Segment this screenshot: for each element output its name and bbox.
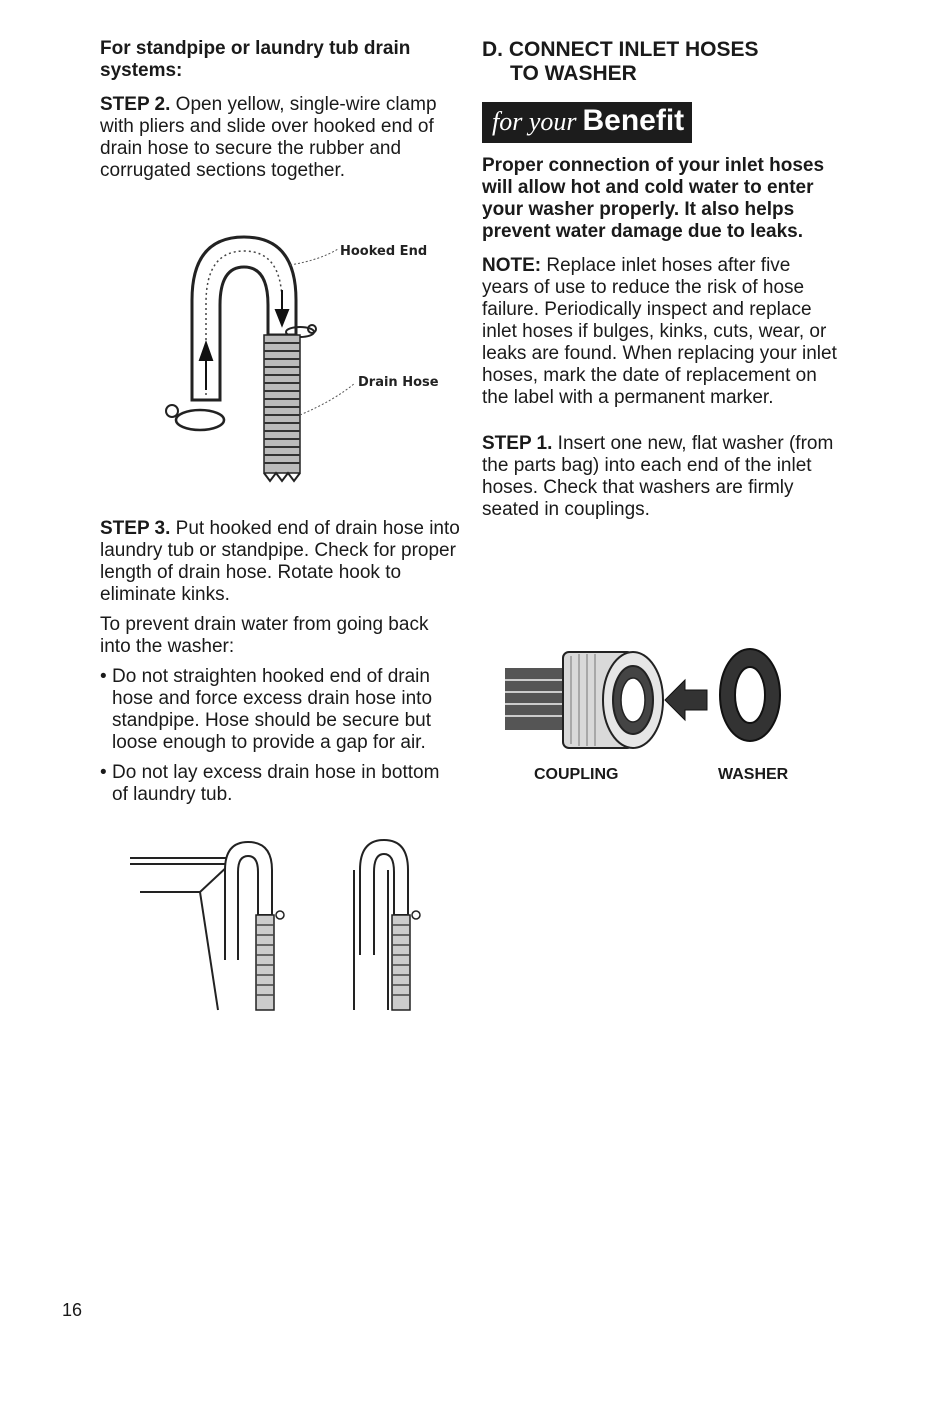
left-arrow-icon [665,680,707,720]
step1-paragraph [482,433,842,521]
tub-standpipe-figure [130,830,440,1020]
step3-paragraph [100,518,460,606]
step2-text: Open yellow, single-wire clamp with pliers and slide over hooked end of drain hose to secure the rubber and corrugated sections together. [100,94,437,181]
step2-paragraph [100,94,460,182]
note-paragraph [482,255,842,409]
drain-hose-figure [150,225,450,490]
benefit-banner [482,102,692,143]
bullet-item: • Do not lay excess drain hose in bottom of laundry tub. [100,762,460,806]
note-text: Replace inlet hoses after five years of use to reduce the risk of hose failure. Periodically inspect and replace inlet hoses if bulges, kinks, cuts, wear, or leaks are found. When replacing your inlet hoses, mark the date of replacement on the label with a permanent marker. [482,255,837,408]
hooked-end-label: Hooked End [340,244,428,259]
benefit-for-your: for your [492,107,577,136]
clamp-shape [176,410,224,430]
benefit-word: Benefit [582,104,685,137]
left-column [100,38,460,182]
step3-text: Put hooked end of drain hose into laundry tub or standpipe. Check for proper length of drain hose. Rotate hook to eliminate kinks. [100,518,460,605]
prevent-paragraph: To prevent drain water from going back into the washer: [100,614,429,657]
bullet-item: • Do not straighten hooked end of drain hose and force excess drain hose into standpipe. Hose should be secure but loose enough to provide a gap for air. [100,666,460,754]
section-title-line2: TO WASHER [510,62,637,85]
section-title [482,38,842,86]
right-column [482,38,842,521]
section-title-line1: D. CONNECT INLET HOSES [482,38,759,61]
standpipe-heading: For standpipe or laundry tub drain systems: [100,38,411,81]
laundry-tub-shape [130,858,230,1010]
benefit-text: Proper connection of your inlet hoses will allow hot and cold water to enter your washer properly. It also helps prevent water damage due to leaks. [482,155,825,242]
coupling-washer-figure [505,640,805,760]
step1-text: Insert one new, flat washer (from the parts bag) into each end of the inlet hoses. Check that washers are firmly seated in couplings. [482,433,834,520]
step2-label: STEP 2. [100,94,171,115]
step1-label: STEP 1. [482,433,553,454]
page-number: 16 [62,1300,83,1320]
note-label: NOTE: [482,255,542,276]
drain-hose-label: Drain Hose [358,375,439,390]
left-lower [100,518,460,806]
washer-caption: WASHER [718,766,789,783]
step3-label: STEP 3. [100,518,171,539]
coupling-caption: COUPLING [534,766,619,783]
